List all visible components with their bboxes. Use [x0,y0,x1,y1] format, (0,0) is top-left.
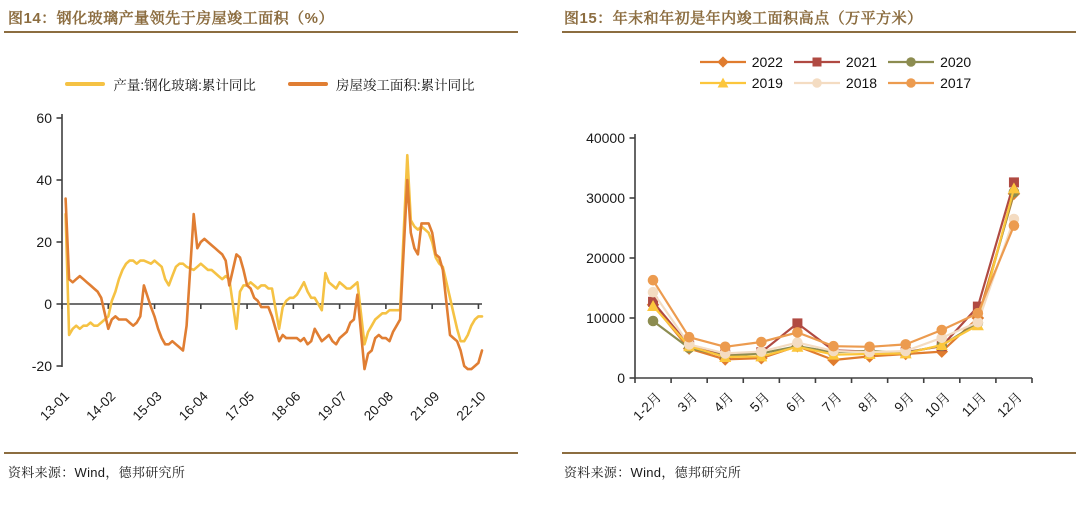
legend-label: 房屋竣工面积:累计同比 [335,78,475,93]
svg-text:20: 20 [36,234,52,250]
svg-text:19-07: 19-07 [314,388,350,424]
svg-text:18-06: 18-06 [268,388,304,424]
svg-text:21-09: 21-09 [407,388,443,424]
svg-text:9月: 9月 [891,389,917,415]
svg-text:16-04: 16-04 [175,388,211,424]
svg-text:20000: 20000 [586,250,625,266]
svg-text:8月: 8月 [855,389,881,415]
legend-row [699,75,971,91]
figure-14-chart [0,100,540,445]
figure-15-caption: 图15：年末和年初是年内竣工面积高点（万平方米） [564,10,923,27]
svg-text:14-02: 14-02 [83,388,119,424]
svg-text:17-05: 17-05 [222,388,258,424]
legend-item [793,75,877,91]
svg-text:10月: 10月 [922,389,953,421]
svg-text:-20: -20 [31,358,52,374]
legend-item [288,74,475,94]
svg-text:0: 0 [44,296,52,312]
svg-text:22-10: 22-10 [453,388,489,424]
svg-text:3月: 3月 [674,389,701,415]
figure-15-chart [540,100,1080,445]
svg-text:5月: 5月 [746,389,773,415]
legend-line-marker-swatch [699,54,747,70]
figure-14-legend [0,74,540,94]
svg-text:12月: 12月 [994,389,1026,421]
legend-label: 2019 [751,75,783,91]
svg-text:10000: 10000 [586,310,625,326]
source-divider [4,452,518,454]
svg-text:60: 60 [36,110,52,126]
figure-14-caption: 图14：钢化玻璃产量领先于房屋竣工面积（%） [8,10,335,27]
figure-15-panel [540,0,1080,511]
figure-14-source: 资料来源：Wind，德邦研究所 [8,465,186,480]
source-divider [562,452,1076,454]
legend-line-marker-swatch [793,75,841,91]
svg-text:6月: 6月 [783,389,809,415]
legend-item [699,75,783,91]
legend-label: 2022 [751,54,783,70]
legend-label: 2017 [940,75,972,91]
svg-text:15-03: 15-03 [129,388,165,424]
legend-line-marker-swatch [793,54,841,70]
legend-line-marker-swatch [887,75,935,91]
legend-label: 2018 [845,75,878,91]
figure-15-legend [635,54,1035,91]
svg-text:1-2月: 1-2月 [630,389,665,424]
legend-label: 2021 [845,54,878,70]
legend-item [65,74,256,94]
svg-text:7月: 7月 [819,389,845,415]
legend-line-swatch [288,82,328,86]
legend-label: 2020 [940,54,972,70]
legend-item [793,54,877,70]
svg-text:13-01: 13-01 [37,388,73,424]
caption-underline [562,31,1076,33]
legend-item [699,54,783,70]
fig15-line-chart [540,100,1080,445]
legend-line-marker-swatch [887,54,935,70]
figure-15-source: 资料来源：Wind，德邦研究所 [564,465,742,480]
svg-text:11月: 11月 [958,389,989,420]
legend-item [887,54,971,70]
svg-text:40: 40 [36,172,52,188]
svg-text:20-08: 20-08 [360,388,397,424]
legend-label: 产量:钢化玻璃:累计同比 [113,78,256,93]
legend-row [699,54,971,70]
caption-underline [4,31,518,33]
svg-text:30000: 30000 [586,190,625,206]
legend-item [887,75,971,91]
fig14-line-chart [0,100,540,445]
svg-text:4月: 4月 [710,389,737,415]
svg-text:40000: 40000 [586,130,625,146]
svg-text:0: 0 [617,370,625,386]
legend-line-swatch [65,82,105,86]
legend-line-marker-swatch [699,75,747,91]
